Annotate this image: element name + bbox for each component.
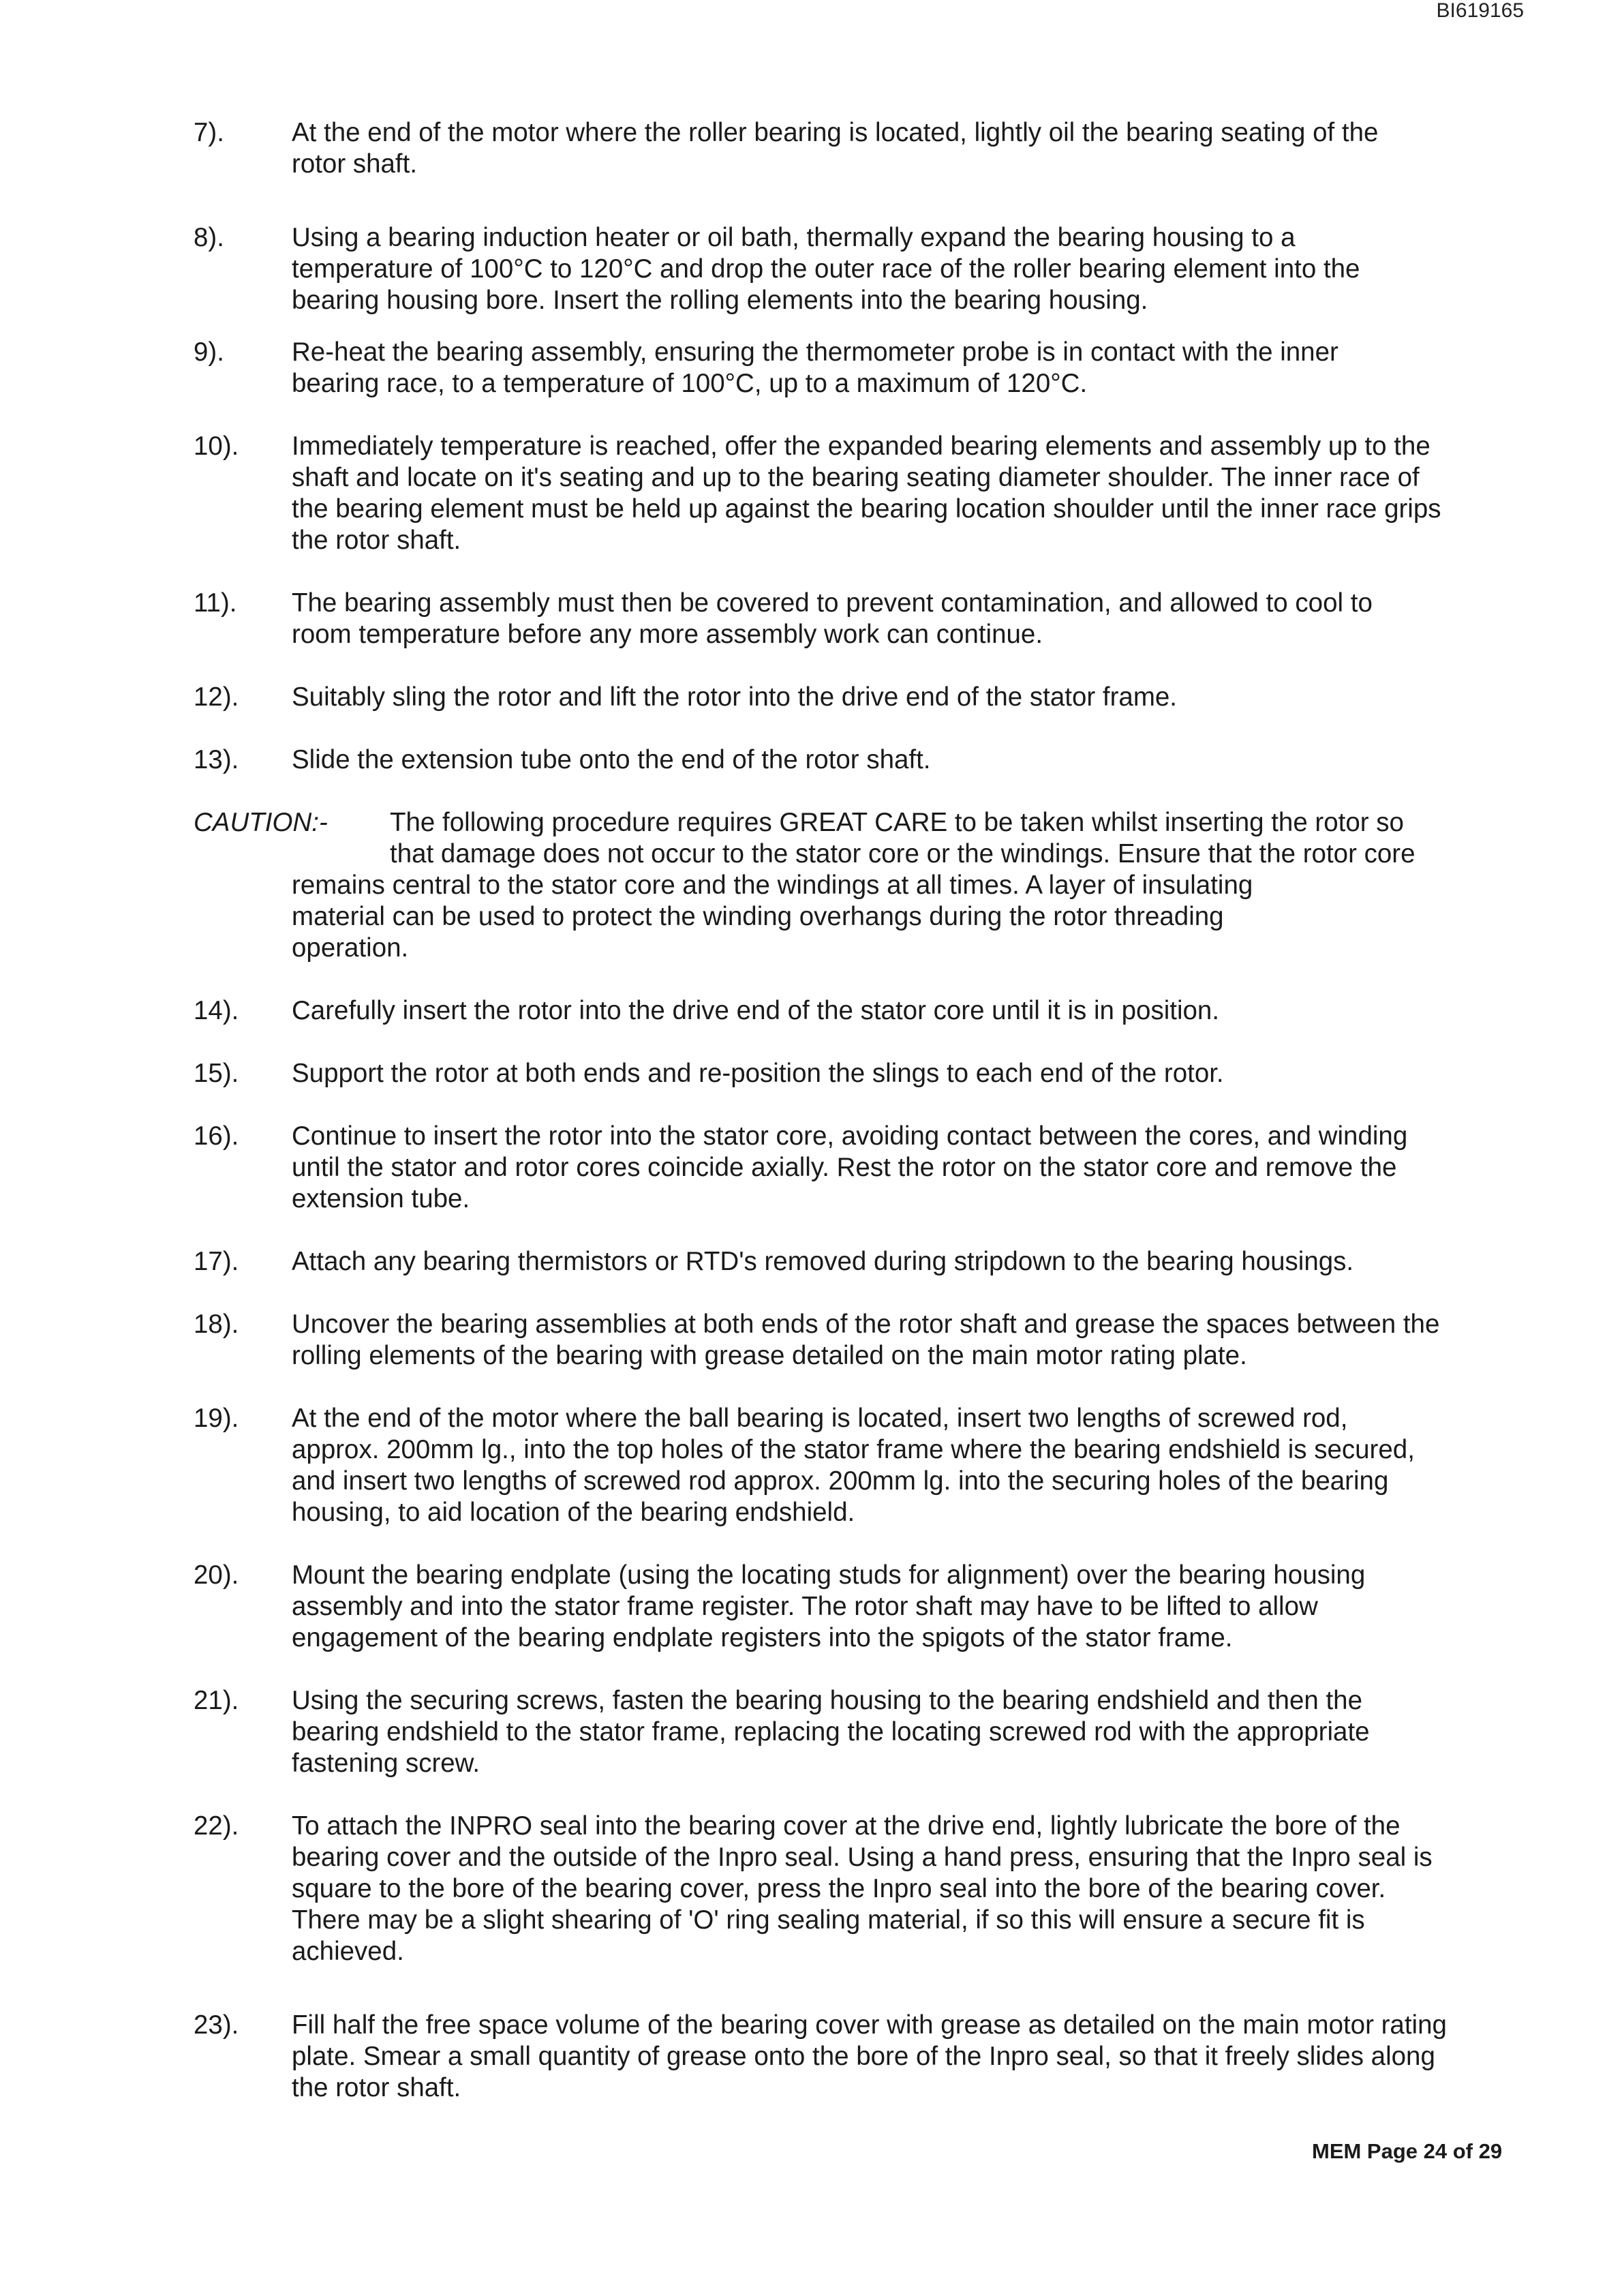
- text-line: Support the rotor at both ends and re-position the slings to each end of the rotor.: [292, 1059, 1224, 1088]
- text-line: achieved.: [292, 1937, 404, 1966]
- step-number: 21).: [194, 1686, 239, 1715]
- text-line: the bearing element must be held up against the bearing location shoulder until the inner race grips: [292, 494, 1441, 524]
- text-line: the rotor shaft.: [292, 2073, 461, 2102]
- text-line: fastening screw.: [292, 1749, 480, 1778]
- caution-text-line: material can be used to protect the winding overhangs during the rotor threading: [292, 902, 1224, 931]
- text-line: extension tube.: [292, 1184, 470, 1213]
- step-text: [292, 588, 1529, 650]
- text-line: housing, to aid location of the bearing endshield.: [292, 1498, 855, 1527]
- step-item: [194, 1309, 1529, 1372]
- text-line: Slide the extension tube onto the end of the rotor shaft.: [292, 745, 931, 774]
- text-line: room temperature before any more assembly work can continue.: [292, 620, 1043, 649]
- step-text: [292, 682, 1529, 713]
- step-item: [194, 995, 1529, 1027]
- step-number: 23).: [194, 2010, 239, 2040]
- text-line: rotor shaft.: [292, 149, 418, 179]
- step-text: [292, 337, 1529, 399]
- text-line: Re-heat the bearing assembly, ensuring the thermometer probe is in contact with the inner: [292, 337, 1338, 367]
- caution-text-line: that damage does not occur to the stator core or the windings. Ensure that the rotor core: [390, 839, 1416, 868]
- step-number: 13).: [194, 745, 239, 774]
- step-number: 14).: [194, 996, 239, 1025]
- text-line: At the end of the motor where the roller bearing is located, lightly oil the bearing seating of the: [292, 118, 1379, 147]
- step-text: [292, 744, 1529, 776]
- step-number: 20).: [194, 1560, 239, 1590]
- text-line: bearing cover and the outside of the Inpro seal. Using a hand press, ensuring that the Inpro seal is: [292, 1843, 1433, 1872]
- step-number: 22).: [194, 1811, 239, 1841]
- text-line: bearing housing bore. Insert the rolling elements into the bearing housing.: [292, 286, 1148, 315]
- step-text: [292, 1309, 1529, 1372]
- step-number: 7).: [194, 118, 224, 147]
- text-line: There may be a slight shearing of 'O' ring sealing material, if so this will ensure a secure fit is: [292, 1905, 1365, 1935]
- text-line: rolling elements of the bearing with grease detailed on the main motor rating plate.: [292, 1341, 1247, 1370]
- text-line: assembly and into the stator frame register. The rotor shaft may have to be lifted to allow: [292, 1592, 1318, 1621]
- step-text: [292, 1685, 1529, 1779]
- step-number: 9).: [194, 337, 224, 367]
- caution-text-line: The following procedure requires GREAT CARE to be taken whilst inserting the rotor so: [390, 808, 1404, 837]
- step-number: 11).: [194, 588, 237, 618]
- text-line: square to the bore of the bearing cover, press the Inpro seal into the bore of the bearing cover.: [292, 1874, 1386, 1903]
- text-line: bearing race, to a temperature of 100°C, up to a maximum of 120°C.: [292, 369, 1088, 398]
- step-item: [194, 1246, 1529, 1278]
- text-line: until the stator and rotor cores coincide axially. Rest the rotor on the stator core and remove the: [292, 1153, 1397, 1182]
- step-number: 12).: [194, 682, 239, 712]
- step-item: [194, 1058, 1529, 1089]
- step-text: [292, 1121, 1529, 1215]
- step-item: [194, 1121, 1529, 1215]
- text-line: Carefully insert the rotor into the drive end of the stator core until it is in position.: [292, 996, 1220, 1025]
- step-item: [194, 1811, 1529, 1967]
- text-line: shaft and locate on it's seating and up to the bearing seating diameter shoulder. The inner race of: [292, 463, 1420, 492]
- step-item: [194, 744, 1529, 776]
- step-text: [292, 1058, 1529, 1089]
- caution-text-line: operation.: [292, 933, 409, 963]
- step-text: [292, 431, 1529, 556]
- step-text: [292, 995, 1529, 1027]
- text-line: engagement of the bearing endplate registers into the spigots of the stator frame.: [292, 1623, 1233, 1652]
- text-line: Using the securing screws, fasten the bearing housing to the bearing endshield and then the: [292, 1686, 1362, 1715]
- step-item: [194, 222, 1529, 316]
- text-line: To attach the INPRO seal into the bearing cover at the drive end, lightly lubricate the bore of the: [292, 1811, 1401, 1841]
- step-item: [194, 117, 1529, 180]
- text-line: At the end of the motor where the ball bearing is located, insert two lengths of screwed rod,: [292, 1404, 1348, 1433]
- text-line: Attach any bearing thermistors or RTD's removed during stripdown to the bearing housings.: [292, 1247, 1354, 1276]
- step-text: [292, 1246, 1529, 1278]
- step-item: [194, 2010, 1529, 2104]
- text-line: Using a bearing induction heater or oil bath, thermally expand the bearing housing to a: [292, 223, 1296, 252]
- text-line: approx. 200mm lg., into the top holes of the stator frame where the bearing endshield is secured,: [292, 1435, 1415, 1464]
- page-number: MEM Page 24 of 29: [1312, 2139, 1503, 2163]
- text-line: Fill half the free space volume of the bearing cover with grease as detailed on the main motor rating: [292, 2010, 1447, 2040]
- text-line: and insert two lengths of screwed rod approx. 200mm lg. into the securing holes of the bearing: [292, 1466, 1389, 1496]
- step-text: [292, 2010, 1529, 2104]
- step-text: [292, 222, 1529, 316]
- text-line: Mount the bearing endplate (using the locating studs for alignment) over the bearing housing: [292, 1560, 1366, 1590]
- text-line: bearing endshield to the stator frame, replacing the locating screwed rod with the appropriate: [292, 1717, 1370, 1747]
- step-text: [292, 117, 1529, 180]
- step-text: [292, 1560, 1529, 1654]
- text-line: Continue to insert the rotor into the stator core, avoiding contact between the cores, and winding: [292, 1121, 1408, 1151]
- step-number: 16).: [194, 1121, 239, 1151]
- step-number: 17).: [194, 1247, 239, 1276]
- step-item: [194, 431, 1529, 556]
- text-line: Suitably sling the rotor and lift the rotor into the drive end of the stator frame.: [292, 682, 1177, 712]
- step-item: [194, 337, 1529, 399]
- step-number: 15).: [194, 1059, 239, 1088]
- step-item: [194, 1560, 1529, 1654]
- step-number: 10).: [194, 432, 239, 461]
- step-number: 18).: [194, 1310, 239, 1339]
- caution-block: [194, 807, 1529, 964]
- text-line: The bearing assembly must then be covered to prevent contamination, and allowed to cool to: [292, 588, 1373, 618]
- text-line: temperature of 100°C to 120°C and drop the outer race of the roller bearing element into the: [292, 254, 1360, 284]
- step-item: [194, 1685, 1529, 1779]
- text-line: plate. Smear a small quantity of grease onto the bore of the Inpro seal, so that it freely slides along: [292, 2042, 1435, 2071]
- step-item: [194, 588, 1529, 650]
- caution-text-line: remains central to the stator core and the windings at all times. A layer of insulating: [292, 871, 1253, 900]
- caution-label: CAUTION:-: [194, 808, 328, 837]
- step-text: [292, 1403, 1529, 1528]
- document-id: BI619165: [1436, 0, 1524, 22]
- step-number: 19).: [194, 1404, 239, 1433]
- step-text: [292, 1811, 1529, 1967]
- text-line: Uncover the bearing assemblies at both ends of the rotor shaft and grease the spaces between the: [292, 1310, 1440, 1339]
- step-item: [194, 1403, 1529, 1528]
- step-item: [194, 682, 1529, 713]
- text-line: Immediately temperature is reached, offer the expanded bearing elements and assembly up to the: [292, 432, 1430, 461]
- text-line: the rotor shaft.: [292, 526, 461, 555]
- step-number: 8).: [194, 223, 224, 252]
